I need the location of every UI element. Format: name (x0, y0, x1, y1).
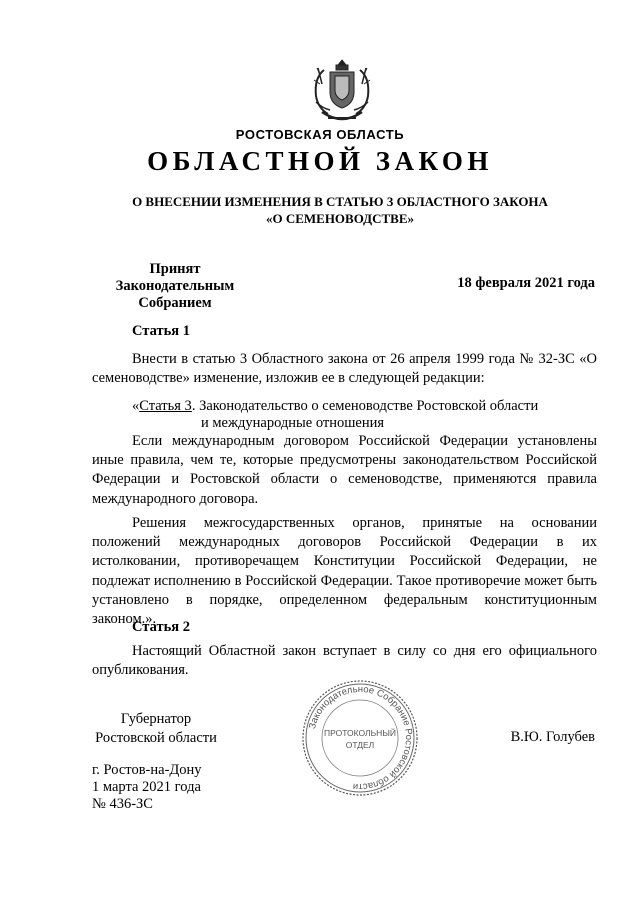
article1-paragraph1: Если международным договором Российской Федерации установлены иные правила, чем те, которые предусмотрены законодательством Российской Федерации и Ростовской области о семеноводстве, применяются правила международного договора. (92, 433, 597, 507)
article2-heading: Статья 2 (132, 619, 190, 635)
law-subtitle-line1: О ВНЕСЕНИИ ИЗМЕНЕНИЯ В СТАТЬЮ 3 ОБЛАСТНОГО ЗАКОНА (132, 194, 548, 209)
region-name: РОСТОВСКАЯ ОБЛАСТЬ (235, 127, 405, 142)
governor-name: В.Ю. Голубев (510, 729, 595, 745)
governor-title-line2: Ростовской области (95, 730, 217, 746)
coat-of-arms-icon (302, 58, 382, 126)
governor-title-line1: Губернатор (120, 711, 192, 727)
law-subtitle (60, 193, 620, 227)
law-subtitle-line2: «О СЕМЕНОВОДСТВЕ» (265, 211, 415, 226)
law-type-title: ОБЛАСТНОЙ ЗАКОН (147, 146, 493, 176)
seal-inner-line2: ОТДЕЛ (345, 740, 375, 750)
article1-paragraph2: Решения межгосударственных органов, принятые на основании положений международных договоров Российской Федерации в их истолковании, противоречащем Конституции Российской Федерации, не подлежат исполнению в Российской Федерации. Такое противоречие может быть установлено в порядке, определенном федеральным конституционным законом.». (92, 515, 597, 628)
seal-inner-line1: ПРОТОКОЛЬНЫЙ (324, 728, 396, 738)
adoption-date: 18 февраля 2021 года (457, 275, 595, 291)
document-footer (92, 762, 202, 813)
quoted-title-line2: и международные отношения (201, 415, 385, 431)
seal-outer-text: Законодательное Собрание Ростовской области (306, 683, 415, 793)
article1-heading: Статья 1 (132, 323, 190, 339)
footer-number: № 436-ЗС (92, 796, 153, 812)
footer-date: 1 марта 2021 года (92, 779, 201, 795)
quoted-title-line1: . Законодательство о семеноводстве Ростовской области (191, 398, 539, 414)
footer-place: г. Ростов-на-Дону (92, 762, 202, 778)
quote-open-mark: « (132, 398, 140, 414)
official-seal-icon (300, 678, 420, 798)
article3-link[interactable]: Статья 3 (139, 398, 192, 414)
adoption-line2: Законодательным Собранием (115, 278, 235, 311)
adoption-block (92, 261, 258, 312)
adoption-line1: Принят (149, 261, 201, 277)
article1-intro: Внести в статью 3 Областного закона от 26 апреля 1999 года № 32-ЗС «О семеноводстве» изменение, изложив ее в следующей редакции: (92, 351, 597, 387)
governor-title (92, 710, 220, 748)
article2-text: Настоящий Областной закон вступает в силу со дня его официального опубликования. (92, 643, 597, 679)
